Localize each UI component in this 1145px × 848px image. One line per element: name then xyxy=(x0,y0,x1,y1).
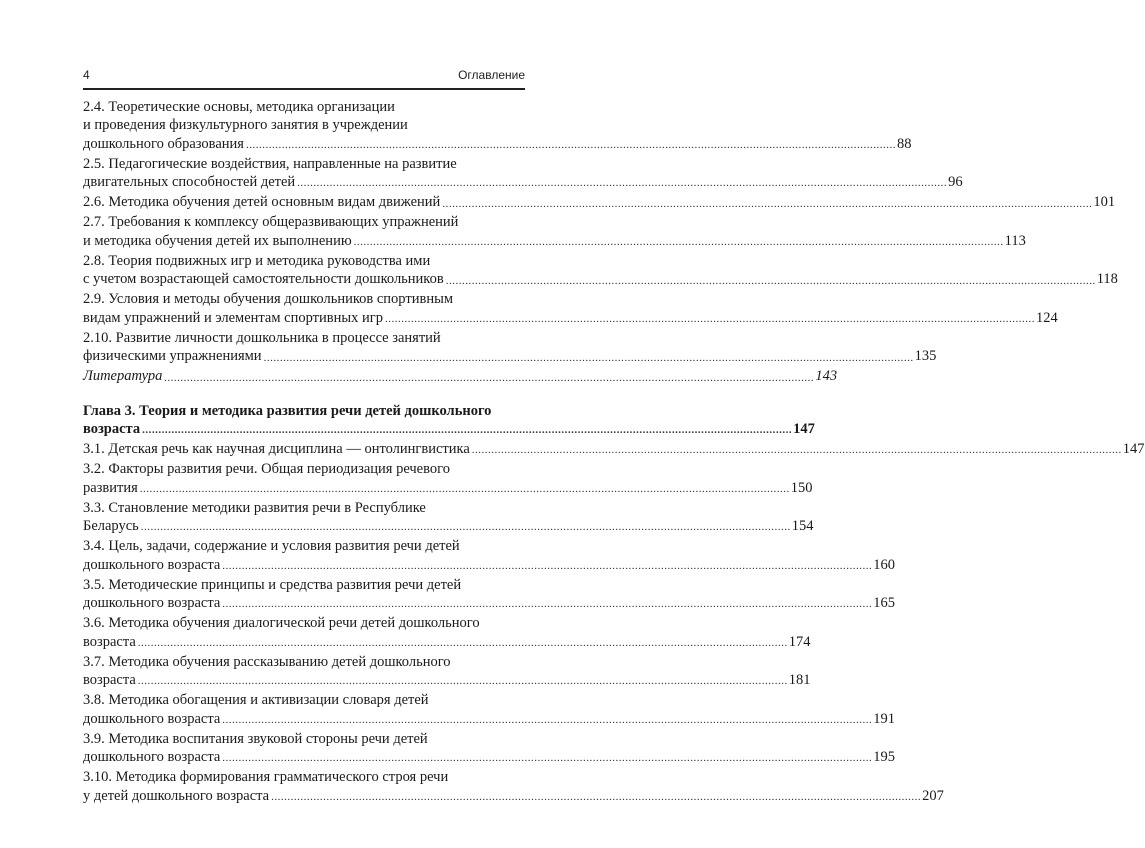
toc-entry-last-line xyxy=(83,309,1058,327)
toc-entry-last-line xyxy=(83,594,896,612)
toc-page-number: 113 xyxy=(1004,232,1026,249)
toc-entry-last-line xyxy=(83,479,813,497)
dot-leader: ........................................................................................................................................................................................................ xyxy=(139,482,790,495)
toc-entry xyxy=(83,499,814,536)
toc-page-number: 88 xyxy=(896,135,912,152)
toc-entry-text: и методика обучения детей их выполнению xyxy=(83,232,352,249)
page-number: 4 xyxy=(83,68,90,82)
toc-entry-last-line xyxy=(83,347,937,365)
toc-entry xyxy=(83,768,944,805)
toc-entry-text: 2.8. Теория подвижных игр и методика руководства ими xyxy=(83,252,431,269)
toc-entry-text: и проведения физкультурного занятия в учреждении xyxy=(83,117,408,134)
toc-entry-text: 3.2. Факторы развития речи. Общая периодизация речевого xyxy=(83,461,450,478)
toc-entry-text: дошкольного образования xyxy=(83,135,244,152)
toc-page-number: 195 xyxy=(873,749,896,766)
toc-entry-text: дошкольного возраста xyxy=(83,749,221,766)
toc-entry-text: дошкольного возраста xyxy=(83,710,221,727)
toc-entry-text: возраста xyxy=(83,420,141,437)
toc-page-number: 191 xyxy=(873,710,896,727)
dot-leader: ........................................................................................................................................................................................................ xyxy=(245,138,896,151)
toc-entry-text: 2.4. Теоретические основы, методика организации xyxy=(83,99,395,115)
dot-leader: ........................................................................................................................................................................................................ xyxy=(353,236,1004,249)
toc-entry xyxy=(83,653,811,690)
toc-page-number: 154 xyxy=(791,518,814,535)
dot-leader: ........................................................................................................................................................................................................ xyxy=(222,598,873,611)
toc-entry-text: 3.10. Методика формирования грамматического строя речи xyxy=(83,769,449,786)
toc-entry-last-line xyxy=(83,787,944,805)
toc-entry-text: 2.5. Педагогические воздействия, направленные на развитие xyxy=(83,155,457,172)
table-of-contents xyxy=(83,98,1145,807)
toc-entry xyxy=(83,252,1118,289)
toc-entry xyxy=(83,98,912,153)
toc-entry-text: дошкольного возраста xyxy=(83,595,221,612)
toc-entry-last-line xyxy=(83,633,811,651)
toc-entry-text: 3.3. Становление методики развития речи в Республике xyxy=(83,499,426,516)
dot-leader: ........................................................................................................................................................................................................ xyxy=(263,351,914,364)
toc-entry-last-line xyxy=(83,517,814,535)
toc-entry xyxy=(83,614,811,651)
toc-entry-text: 3.9. Методика воспитания звуковой стороны речи детей xyxy=(83,730,428,747)
toc-entry xyxy=(83,329,937,366)
dot-leader: ........................................................................................................................................................................................................ xyxy=(297,177,948,190)
toc-page-number: 118 xyxy=(1096,271,1118,288)
toc-entry-text: возраста xyxy=(83,672,136,689)
toc-entry-text: возраста xyxy=(83,633,136,650)
toc-entry xyxy=(83,730,896,767)
toc-entry xyxy=(83,460,813,497)
toc-entry xyxy=(83,440,1145,458)
toc-entry-text: 2.9. Условия и методы обучения дошкольников спортивным xyxy=(83,291,453,308)
running-header xyxy=(83,67,525,85)
toc-entry-text: Литература xyxy=(83,368,163,385)
toc-entry-text: физическими упражнениями xyxy=(83,348,262,365)
toc-page-number: 165 xyxy=(873,595,896,612)
toc-entry-last-line xyxy=(83,440,1145,458)
toc-page-number: 96 xyxy=(948,174,963,191)
toc-entry-last-line xyxy=(83,173,963,191)
toc-entry xyxy=(83,402,815,439)
dot-leader: ........................................................................................................................................................................................................ xyxy=(142,424,793,437)
toc-entry-text: у детей дошкольного возраста xyxy=(83,787,270,804)
dot-leader: ........................................................................................................................................................................................................ xyxy=(222,752,873,765)
toc-entry-last-line xyxy=(83,270,1118,288)
dot-leader: ........................................................................................................................................................................................................ xyxy=(384,313,1035,326)
toc-entry xyxy=(83,213,1026,250)
toc-entry-text: 3.7. Методика обучения рассказыванию детей дошкольного xyxy=(83,653,451,670)
toc-page-number: 124 xyxy=(1035,309,1058,326)
toc-page-number: 150 xyxy=(790,479,813,496)
toc-entry xyxy=(83,691,896,728)
toc-entry-last-line xyxy=(83,671,811,689)
toc-page-number: 147 xyxy=(793,420,815,437)
dot-leader: ........................................................................................................................................................................................................ xyxy=(164,371,815,384)
toc-entry xyxy=(83,155,963,192)
toc-entry-text: с учетом возрастающей самостоятельности дошкольников xyxy=(83,271,444,288)
toc-entry xyxy=(83,193,1116,211)
toc-entry-text: 3.8. Методика обогащения и активизации словаря детей xyxy=(83,692,429,709)
toc-page-number: 160 xyxy=(873,556,896,573)
dot-leader: ........................................................................................................................................................................................................ xyxy=(137,675,788,688)
toc-page-number: 147 xyxy=(1122,441,1145,458)
toc-entry-last-line xyxy=(83,367,838,385)
toc-entry-last-line xyxy=(83,135,912,153)
toc-entry-text: Беларусь xyxy=(83,518,139,535)
toc-page-number: 135 xyxy=(914,348,937,365)
toc-entry-text: 2.6. Методика обучения детей основным видам движений xyxy=(83,194,441,211)
toc-entry-text: видам упражнений и элементам спортивных игр xyxy=(83,309,383,326)
toc-entry-text: двигательных способностей детей xyxy=(83,174,296,191)
dot-leader: ........................................................................................................................................................................................................ xyxy=(140,521,791,534)
toc-entry-text: дошкольного возраста xyxy=(83,556,221,573)
toc-entry-last-line xyxy=(83,748,896,766)
toc-entry-text: 3.4. Цель, задачи, содержание и условия развития речи детей xyxy=(83,538,460,555)
toc-entry-text: 3.1. Детская речь как научная дисциплина — онтолингвистика xyxy=(83,441,470,458)
toc-page-number: 143 xyxy=(815,368,838,385)
toc-entry xyxy=(83,290,1058,327)
toc-entry-text: 2.7. Требования к комплексу общеразвивающих упражнений xyxy=(83,214,459,231)
toc-entry-last-line xyxy=(83,193,1116,211)
dot-leader: ........................................................................................................................................................................................................ xyxy=(222,713,873,726)
dot-leader: ........................................................................................................................................................................................................ xyxy=(137,636,788,649)
toc-entry-last-line xyxy=(83,710,896,728)
dot-leader: ........................................................................................................................................................................................................ xyxy=(445,274,1096,287)
toc-entry xyxy=(83,367,838,385)
dot-leader: ........................................................................................................................................................................................................ xyxy=(222,559,873,572)
toc-page-number: 101 xyxy=(1093,194,1116,211)
toc-entry-text: 2.10. Развитие личности дошкольника в процессе занятий xyxy=(83,329,441,346)
toc-entry-last-line xyxy=(83,556,896,574)
toc-entry-text: Глава 3. Теория и методика развития речи детей дошкольного xyxy=(83,402,492,419)
toc-page-number: 174 xyxy=(788,633,811,650)
toc-entry xyxy=(83,537,896,574)
dot-leader: ........................................................................................................................................................................................................ xyxy=(271,790,922,803)
toc-entry-text: 3.6. Методика обучения диалогической речи детей дошкольного xyxy=(83,615,480,632)
toc-page-number: 181 xyxy=(788,672,811,689)
toc-entry xyxy=(83,576,896,613)
dot-leader: ........................................................................................................................................................................................................ xyxy=(471,444,1122,457)
toc-entry-last-line xyxy=(83,232,1026,250)
toc-entry-last-line xyxy=(83,420,815,438)
running-title: Оглавление xyxy=(458,68,525,82)
toc-entry-text: развития xyxy=(83,479,138,496)
dot-leader: ........................................................................................................................................................................................................ xyxy=(442,197,1093,210)
header-rule xyxy=(83,88,525,90)
toc-page-number: 207 xyxy=(922,787,944,804)
toc-entry-text: 3.5. Методические принципы и средства развития речи детей xyxy=(83,576,462,593)
